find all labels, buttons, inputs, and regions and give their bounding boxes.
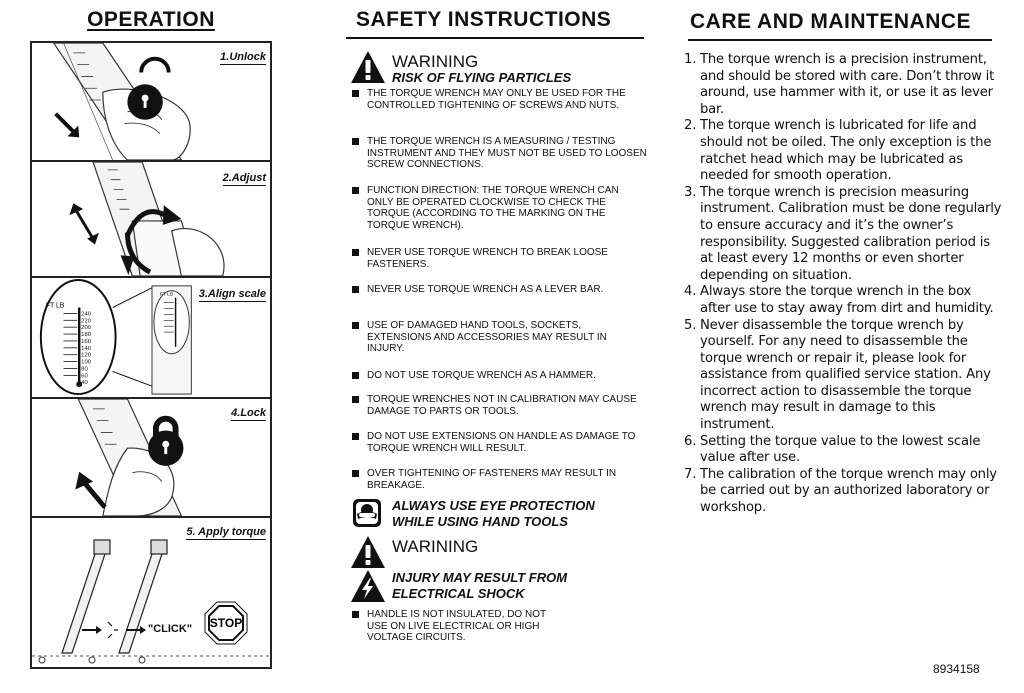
list-item <box>686 467 1002 517</box>
bullet-square <box>352 396 359 403</box>
step-unlock-label: 1.Unlock <box>220 51 266 63</box>
list-item-number: 3. <box>684 184 697 200</box>
scale-value: 120 <box>81 352 92 359</box>
warning-triangle-icon <box>350 50 386 84</box>
step-apply-torque-panel <box>32 518 270 667</box>
list-item-number: 1. <box>684 52 697 67</box>
scale-value: 180 <box>81 332 92 339</box>
bullet-square <box>352 611 359 618</box>
care-section <box>684 10 1002 516</box>
list-item-text: The torque wrench is lubricated for life and should not be oiled. The only exception is the ratchet head which may be lubricated as needed for smooth operation. <box>700 118 992 184</box>
bullet-square <box>352 433 359 440</box>
scale-value: 40 <box>81 380 88 387</box>
step-adjust-label: 2.Adjust <box>222 172 266 184</box>
care-title-rule <box>688 39 992 41</box>
bullet-square <box>352 187 359 194</box>
list-item-text: Setting the torque value to the lowest scale value after use. <box>700 433 981 466</box>
care-list <box>686 52 1002 517</box>
scale-value: 100 <box>81 359 92 366</box>
warning-heading: WARINING <box>392 537 479 556</box>
electric-shock-icon <box>350 569 386 603</box>
list-item <box>686 185 1002 285</box>
step-apply-torque-label: 5. Apply torque <box>186 526 266 538</box>
care-title: CARE AND MAINTENANCE <box>690 10 972 33</box>
electrical-shock-warning <box>350 569 646 605</box>
step-align-scale-panel <box>32 278 270 399</box>
list-item-text: THE TORQUE WRENCH IS A MEASURING / TESTING INSTRUMENT AND THEY MUST NOT BE USED TO LOOSEN SCREW CONNECTIONS. <box>367 136 647 170</box>
scale-value: 220 <box>81 318 92 325</box>
warning-flying-particles <box>350 50 646 90</box>
scale-value: 160 <box>81 338 92 345</box>
list-item-text: FUNCTION DIRECTION: THE TORQUE WRENCH CAN ONLY BE OPERATED CLOCKWISE TO CHECK THE TORQUE (ACCORDING TO THE MARKING ON THE TORQUE WRENCH). <box>367 185 619 231</box>
bullet-square <box>352 470 359 477</box>
list-item-number: 7. <box>684 466 697 482</box>
step-lock-panel <box>32 399 270 518</box>
stop-sign-text: STOP <box>209 616 243 630</box>
eye-protection-line1: ALWAYS USE EYE PROTECTION <box>392 498 595 513</box>
list-item-text: The torque wrench is a precision instrument, and should be stored with care. Don’t throw it around, use hammer with it, or use it as lever bar. <box>700 52 995 117</box>
eye-protection-notice <box>350 496 646 532</box>
list-item-text: DO NOT USE TORQUE WRENCH AS A HAMMER. <box>367 370 596 381</box>
scale-value: 200 <box>81 325 92 332</box>
list-item-number: 6. <box>684 433 697 449</box>
list-item-text: NEVER USE TORQUE WRENCH AS A LEVER BAR. <box>367 284 604 295</box>
bullet-square <box>352 249 359 256</box>
step-align-scale-label: 3.Align scale <box>198 288 266 300</box>
scale-value: 60 <box>81 373 88 380</box>
list-item <box>686 434 1002 467</box>
bullet-square <box>352 286 359 293</box>
bullet-square <box>352 372 359 379</box>
warning-heading: WARINING <box>392 52 479 71</box>
scale-value: 240 <box>81 311 92 318</box>
list-item <box>686 318 1002 434</box>
list-item-number: 5. <box>684 317 697 333</box>
list-item-number: 2. <box>684 118 697 134</box>
operation-steps <box>30 41 272 669</box>
list-item-text: DO NOT USE EXTENSIONS ON HANDLE AS DAMAGE TO TORQUE WRENCH WILL RESULT. <box>367 431 636 454</box>
warning-subheading: RISK OF FLYING PARTICLES <box>392 70 572 85</box>
warning-triangle-icon <box>350 535 386 569</box>
eye-protection-line2: WHILE USING HAND TOOLS <box>392 514 568 529</box>
list-item-text: Always store the torque wrench in the box after use to stay away from dirt and humidity. <box>700 284 994 316</box>
list-item <box>686 52 1002 118</box>
step-adjust-panel <box>32 162 270 278</box>
electrical-shock-line2: ELECTRICAL SHOCK <box>392 586 525 601</box>
document-code: 8934158 <box>933 662 980 676</box>
list-item-text: HANDLE IS NOT INSULATED, DO NOT USE ON LIVE ELECTRICAL OR HIGH VOLTAGE CIRCUITS. <box>367 609 546 643</box>
operation-section <box>30 8 272 635</box>
bullet-square <box>352 90 359 97</box>
list-item <box>686 284 1002 317</box>
list-item-number: 4. <box>684 284 697 300</box>
list-item <box>686 118 1002 184</box>
list-item-text: USE OF DAMAGED HAND TOOLS, SOCKETS, EXTENSIONS AND ACCESSORIES MAY RESULT IN INJURY. <box>367 320 607 354</box>
scale-units-small-text: FT LB <box>159 292 174 298</box>
apply-torque-illustration <box>32 518 270 667</box>
safety-section <box>346 8 647 643</box>
step-lock-label: 4.Lock <box>231 407 266 419</box>
safety-title-rule <box>346 37 644 39</box>
scale-units-text: FT LB <box>45 302 65 310</box>
operation-title: OPERATION <box>87 8 215 31</box>
list-item-text: The torque wrench is precision measuring instrument. Calibration must be done regularly to ensure accuracy and it’s the owner’s responsibility. Suggested calibration period is at least every 12 months or even shorter depending on situation. <box>700 184 1002 283</box>
bullet-square <box>352 322 359 329</box>
list-item-text: The calibration of the torque wrench may only be carried out by an authorized laboratory or workshop. <box>700 466 997 516</box>
electrical-shock-line1: INJURY MAY RESULT FROM <box>392 570 568 585</box>
safety-title: SAFETY INSTRUCTIONS <box>356 8 612 31</box>
list-item-text: THE TORQUE WRENCH MAY ONLY BE USED FOR THE CONTROLLED TIGHTENING OF SCREWS AND NUTS. <box>367 88 626 111</box>
scale-value: 80 <box>81 366 88 373</box>
list-item-text: Never disassemble the torque wrench by yourself. For any need to disassemble the torque wrench or repair it, please look for assistance from qualified service station. Any incorrect action to disassemble the torque wrench may result in damage to this instrument. <box>700 317 991 433</box>
bullet-square <box>352 138 359 145</box>
warning-second <box>350 535 646 569</box>
eye-protection-icon <box>352 498 382 528</box>
scale-value: 140 <box>81 345 92 352</box>
step-unlock-panel <box>32 43 270 162</box>
list-item-text: OVER TIGHTENING OF FASTENERS MAY RESULT IN BREAKAGE. <box>367 468 617 491</box>
list-item-text: TORQUE WRENCHES NOT IN CALIBRATION MAY CAUSE DAMAGE TO PARTS OR TOOLS. <box>367 394 637 417</box>
list-item-text: NEVER USE TORQUE WRENCH TO BREAK LOOSE FASTENERS. <box>367 247 608 270</box>
click-label: "CLICK" <box>148 623 193 635</box>
